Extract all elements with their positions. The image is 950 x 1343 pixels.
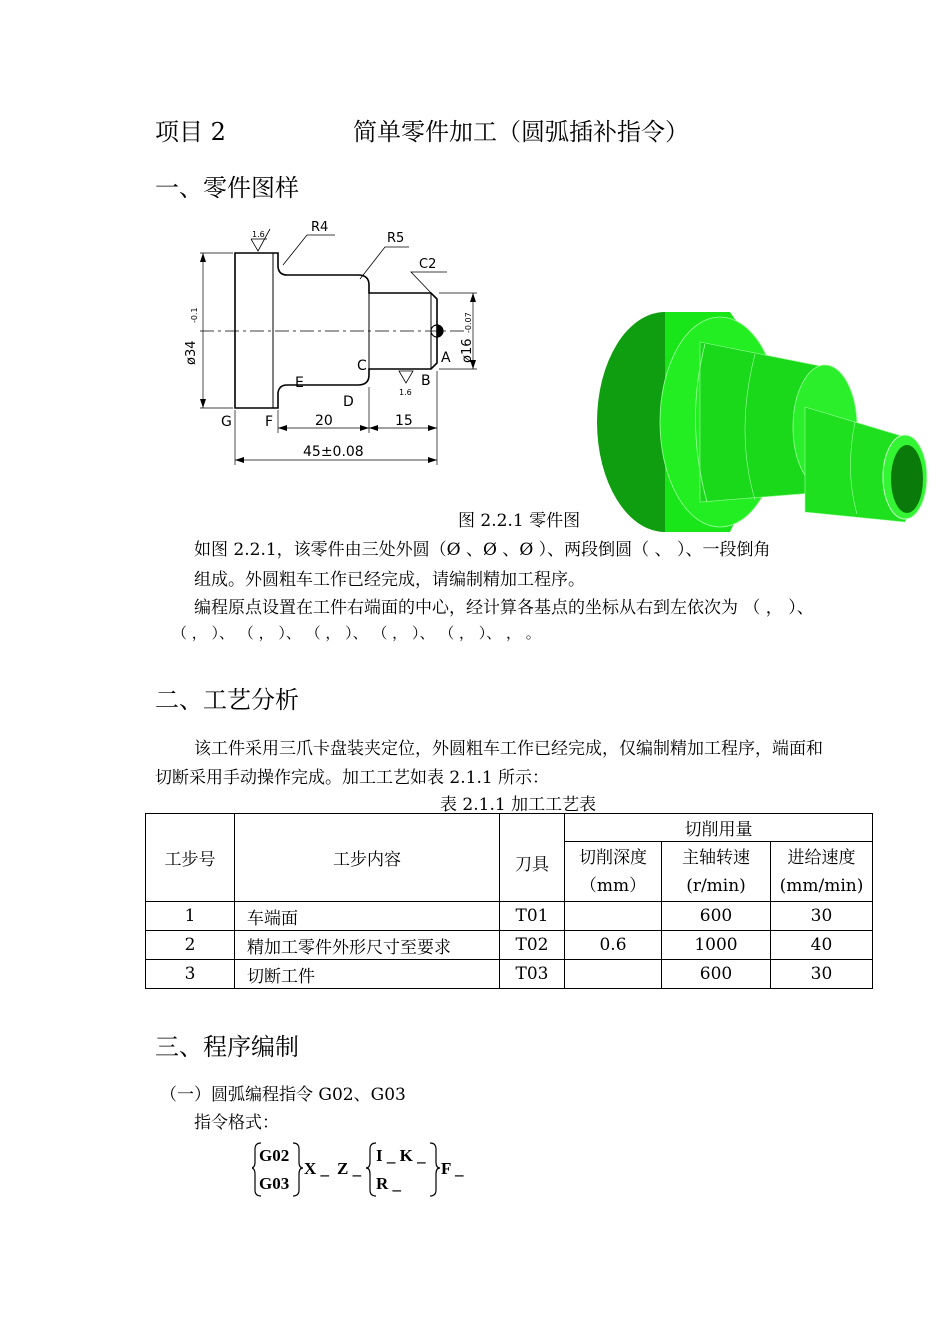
cell-speed: 600 [662,960,771,989]
para1-line2: 组成。外圆粗车工作已经完成，请编制精加工程序。 [194,570,585,590]
header-content: 工步内容 [235,814,500,902]
figure-caption: 图 2.2.1 零件图 [458,511,581,531]
point-d: D [343,394,354,410]
header-depth-unit: （mm） [579,875,647,896]
section3-heading: 三、程序编制 [155,1033,299,1061]
point-c: C [357,358,367,374]
para2-line1: 编程原点设置在工件右端面的中心，经计算各基点的坐标从右到左依次为 （ ， ）、 [194,598,814,618]
table-row [146,960,873,989]
header-speed [662,842,771,902]
section2-para-line2: 切断采用手动操作完成。加工工艺如表 2.1.1 所示： [155,768,550,788]
r5-label: R5 [387,231,405,246]
cell-content: 车端面 [235,902,500,931]
part-outline [235,253,437,408]
cell-tool: T02 [500,931,565,960]
subsection-1: （一）圆弧编程指令 G02、G03 [160,1085,406,1105]
command-format-formula [252,1140,482,1200]
header-speed-unit: (r/min) [686,875,746,896]
format-label: 指令格式： [194,1113,279,1133]
point-b: B [421,373,431,389]
formula-g03: G03 [259,1174,290,1193]
roughness-label-1: 1.6 [252,230,265,239]
header-feed-label: 进给速度 [787,847,856,868]
point-e: E [295,375,304,391]
len15-label: 15 [395,413,413,429]
formula-x: X _ [304,1159,330,1178]
roughness-label-2: 1.6 [399,388,412,397]
cell-feed: 40 [771,931,873,960]
formula-z: Z _ [337,1159,362,1178]
project-title: 简单零件加工（圆弧插补指令） [353,118,689,146]
formula-r: R _ [376,1174,402,1193]
cell-depth: 0.6 [565,931,662,960]
cell-speed: 1000 [662,931,771,960]
formula-f: F _ [441,1159,464,1178]
section1-heading: 一、零件图样 [155,174,299,202]
cell-tool: T01 [500,902,565,931]
cell-speed: 600 [662,902,771,931]
point-g: G [221,414,232,430]
cell-step: 2 [146,931,235,960]
header-tool: 刀具 [500,814,565,902]
process-table [145,813,873,989]
formula-g02: G02 [259,1146,290,1165]
dia16-tolerance: -0.07 [464,312,473,333]
header-cutting: 切削用量 [565,814,873,842]
r4-label: R4 [311,220,329,235]
header-step: 工步号 [146,814,235,902]
cell-content: 精加工零件外形尺寸至要求 [235,931,500,960]
cell-depth [565,902,662,931]
header-depth [565,842,662,902]
point-f: F [265,414,274,430]
c2-label: C2 [419,257,437,272]
len20-label: 20 [315,413,333,429]
cell-step: 3 [146,960,235,989]
part-drawing [175,215,505,470]
header-feed-unit: (mm/min) [779,875,864,896]
header-speed-label: 主轴转速 [682,847,750,868]
point-a: A [441,350,451,366]
header-depth-label: 切削深度 [579,847,647,868]
part-3d-render [595,272,930,532]
section2-heading: 二、工艺分析 [155,686,299,714]
dia16-label: ø16 [460,338,475,363]
table-row [146,931,873,960]
cell-feed: 30 [771,960,873,989]
para1-line1: 如图 2.2.1，该零件由三处外圆（Ø 、Ø 、Ø ）、两段倒圆（ 、 ）、一段倒角 [194,540,771,560]
cell-depth [565,960,662,989]
table-row [146,902,873,931]
cell-feed: 30 [771,902,873,931]
dia34-label: ø34 [184,340,199,365]
dia34-tolerance: -0.1 [190,307,199,323]
header-feed [771,842,873,902]
len45-label: 45±0.08 [303,444,364,460]
cell-step: 1 [146,902,235,931]
project-number: 项目 2 [155,118,226,146]
cell-tool: T03 [500,960,565,989]
section2-para-line1: 该工件采用三爪卡盘装夹定位，外圆粗车工作已经完成，仅编制精加工程序，端面和 [194,739,823,759]
para2-line2: （ ， ）、 （ ， ）、 （ ， ）、 （ ， ）、 （ ， ）、 ， 。 [172,624,541,642]
table-caption: 表 2.1.1 加工工艺表 [440,795,597,815]
cell-content: 切断工件 [235,960,500,989]
formula-ik: I _ K _ [376,1146,426,1165]
